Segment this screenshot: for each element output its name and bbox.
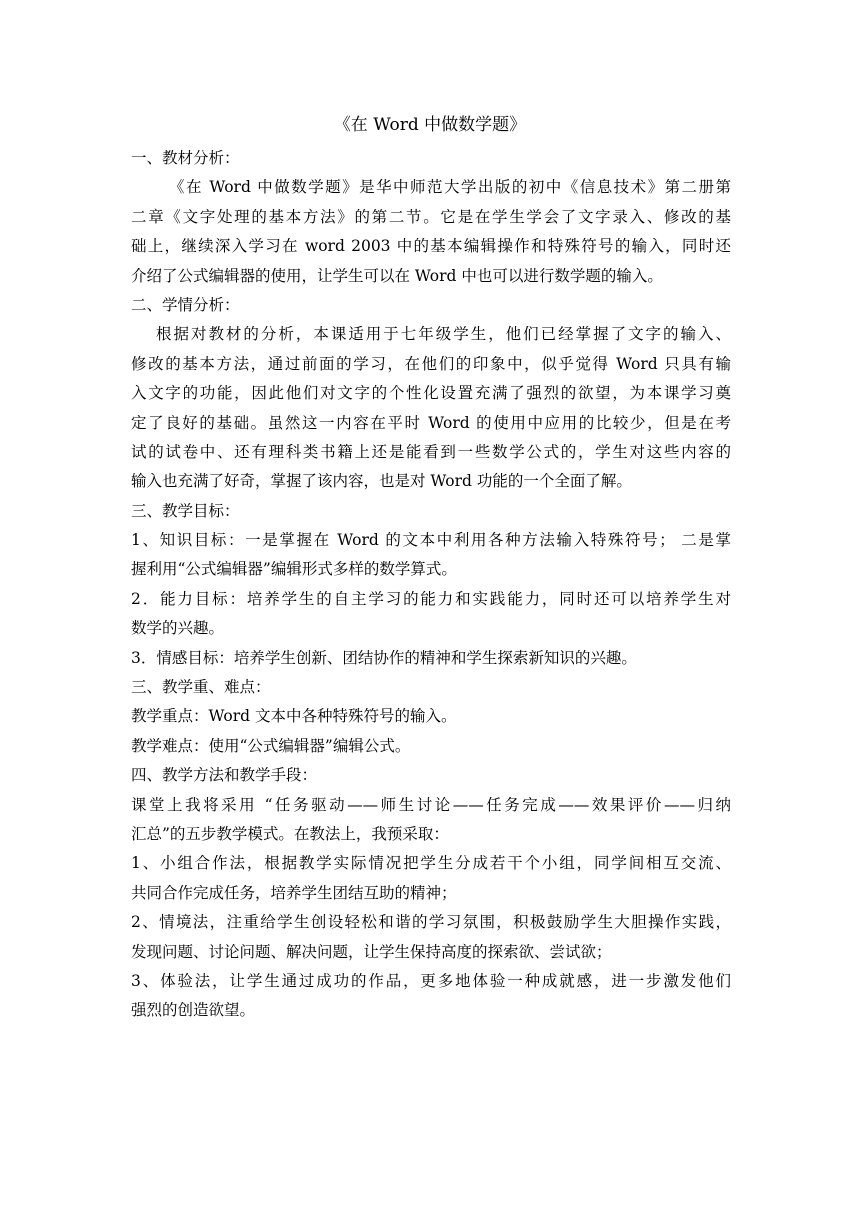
paragraph-line: 握利用“公式编辑器”编辑形式多样的数学算式。 (131, 560, 457, 579)
paragraph-line: 输入也充满了好奇，掌握了该内容，也是对 Word 功能的一个全面了解。 (131, 472, 632, 491)
paragraph-line: 定了良好的基础。虽然这一内容在平时 Word 的使用中应用的比较少，但是在考 (131, 413, 731, 432)
section-heading-teaching-methods: 四、教学方法和教学手段： (131, 766, 318, 785)
document-title: 《在 Word 中做数学题》 (333, 115, 527, 135)
paragraph-line: 数学的兴趣。 (131, 619, 225, 638)
paragraph-line: 课堂上我将采用 “任务驱动——师生讨论——任务完成——效果评价——归纳 (131, 795, 731, 814)
section-heading-textbook-analysis: 一、教材分析： (131, 149, 240, 167)
paragraph-line: 试的试卷中、还有理科类书籍上还是能看到一些数学公式的，学生对这些内容的 (131, 442, 731, 461)
paragraph-line: 根据对教材的分析，本课适用于七年级学生，他们已经掌握了文字的输入、 (156, 325, 731, 344)
paragraph-line: 介绍了公式编辑器的使用，让学生可以在 Word 中也可以进行数学题的输入。 (131, 266, 663, 285)
paragraph-line: 3．情感目标：培养学生创新、团结协作的精神和学生探索新知识的兴趣。 (131, 648, 637, 667)
paragraph-line: 础上，继续深入学习在 word 2003 中的基本编辑操作和特殊符号的输入，同时还 (131, 237, 731, 256)
paragraph-line: 发现问题、讨论问题、解决问题，让学生保持高度的探索欲、尝试欲； (131, 942, 612, 961)
paragraph-line: 1、知识目标：一是掌握在 Word 的文本中利用各种方法输入特殊符号； 二是掌 (131, 531, 731, 550)
paragraph-line: 入文字的功能，因此他们对文字的个性化设置充满了强烈的欲望，为本课学习奠 (131, 384, 731, 403)
paragraph-line: 强烈的创造欲望。 (131, 1001, 256, 1020)
paragraph-line: 2、情境法，注重给学生创设轻松和谐的学习氛围，积极鼓励学生大胆操作实践， (131, 913, 731, 932)
paragraph-line: 2．能力目标：培养学生的自主学习的能力和实践能力，同时还可以培养学生对 (131, 589, 731, 608)
paragraph-line: 《在 Word 中做数学题》是华中师范大学出版的初中《信息技术》第二册第 (169, 178, 731, 197)
paragraph-line: 1、小组合作法，根据教学实际情况把学生分成若干个小组，同学间相互交流、 (131, 854, 731, 873)
paragraph-line: 教学重点：Word 文本中各种特殊符号的输入。 (131, 707, 457, 726)
paragraph-line: 共同合作完成任务，培养学生团结互助的精神； (131, 883, 457, 902)
paragraph-line: 二章《文字处理的基本方法》的第二节。它是在学生学会了文字录入、修改的基 (131, 207, 731, 226)
paragraph-line: 教学难点：使用“公式编辑器”编辑公式。 (131, 736, 411, 755)
section-heading-key-points: 三、教学重、难点： (131, 678, 271, 697)
section-heading-teaching-goals: 三、教学目标： (131, 501, 240, 520)
paragraph-line: 修改的基本方法，通过前面的学习，在他们的印象中，似乎觉得 Word 只具有输 (131, 354, 731, 373)
paragraph-line: 汇总”的五步教学模式。在教法上，我预采取： (131, 824, 449, 843)
document-body (131, 144, 731, 1026)
section-heading-student-analysis: 二、学情分析： (131, 295, 240, 314)
paragraph-line: 3、体验法，让学生通过成功的作品，更多地体验一种成就感，进一步激发他们 (131, 971, 731, 990)
